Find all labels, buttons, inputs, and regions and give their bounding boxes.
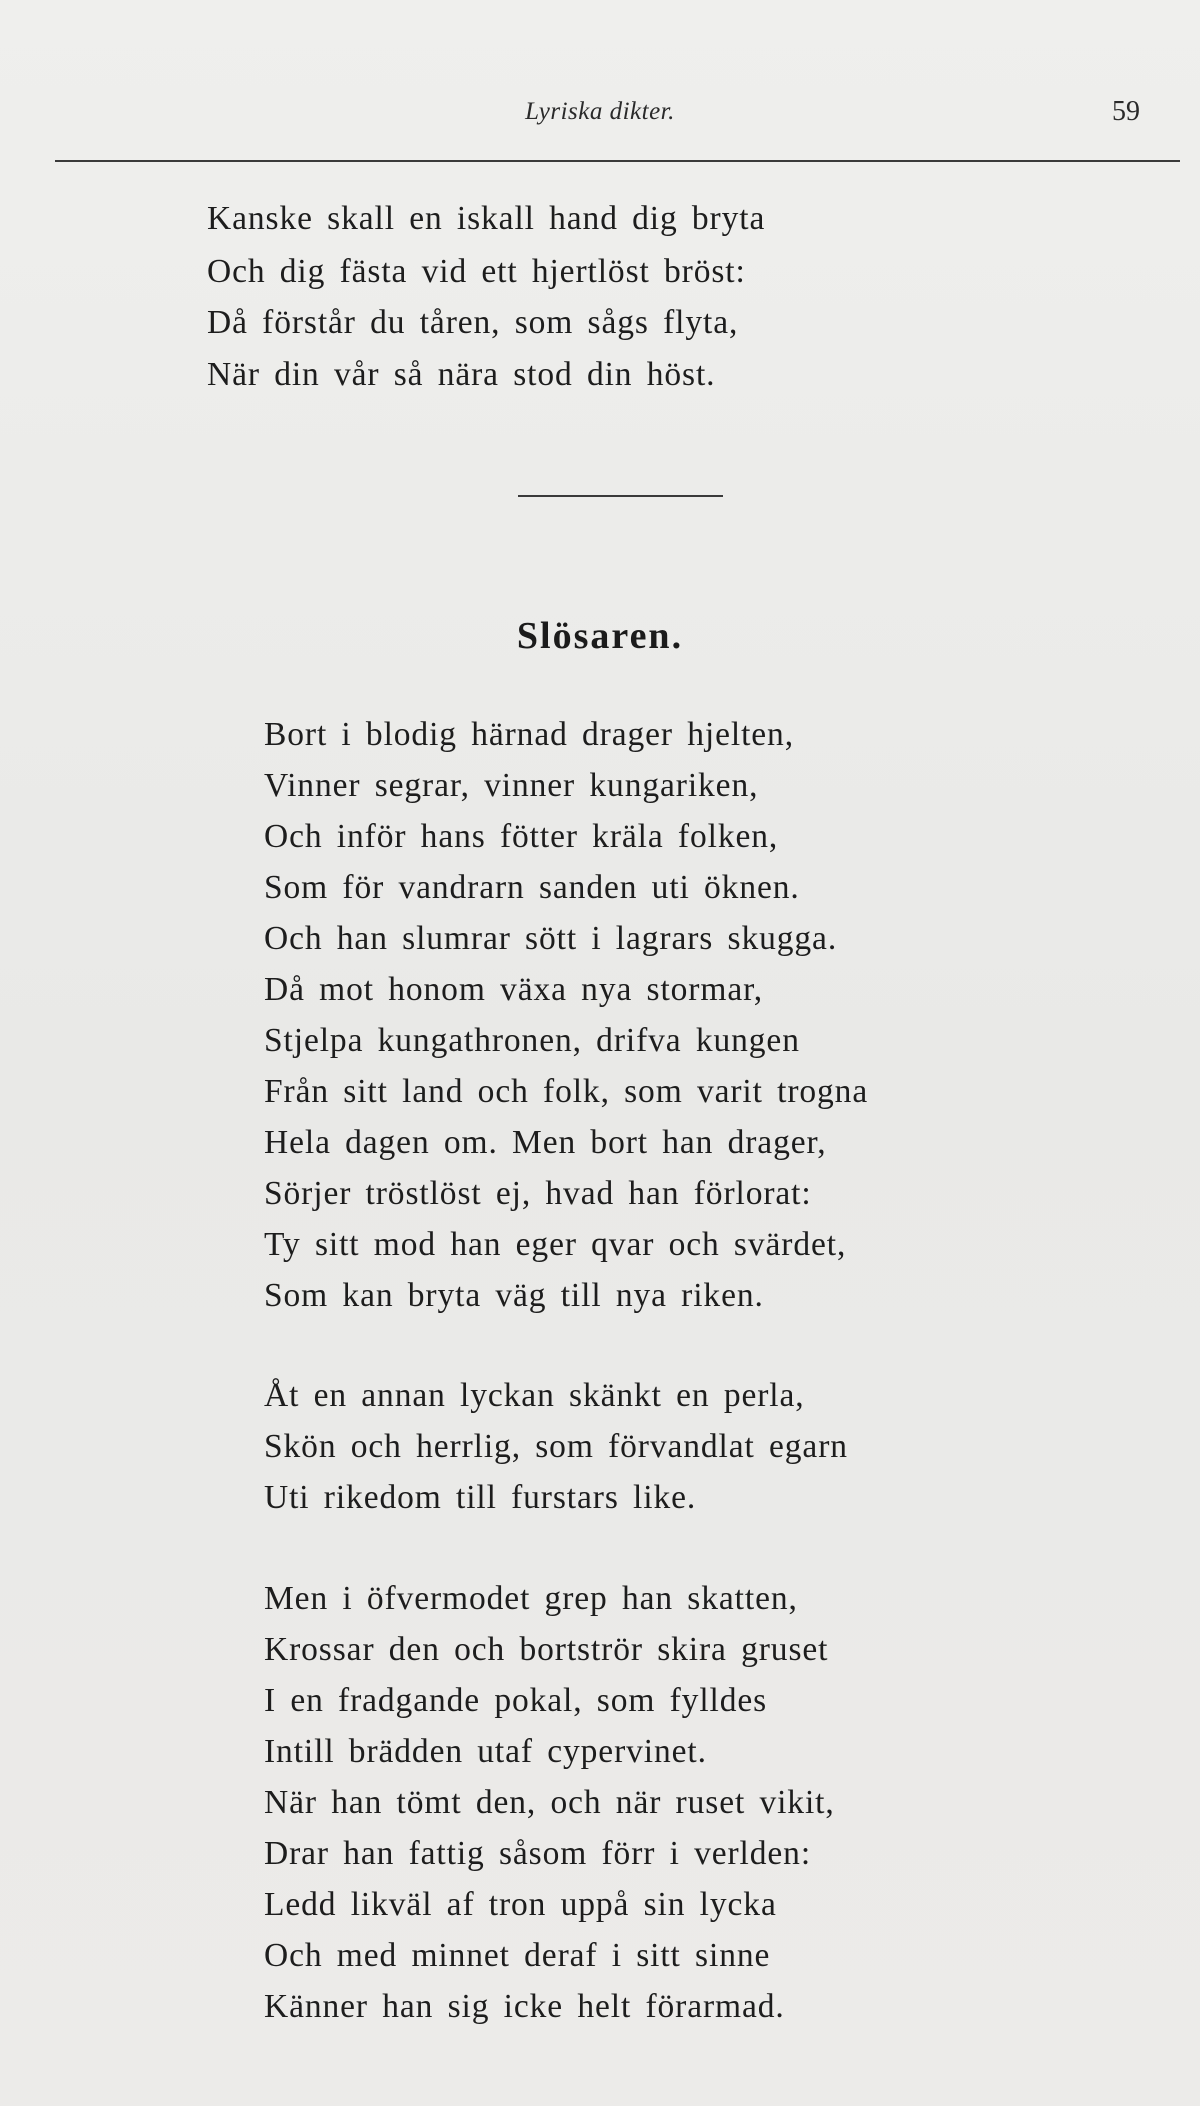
page-number: 59: [1112, 96, 1140, 127]
verse-line: Men i öfvermodet grep han skatten,: [264, 1580, 798, 1617]
verse-line: I en fradgande pokal, som fylldes: [264, 1682, 768, 1719]
verse-line: Och med minnet deraf i sitt sinne: [264, 1937, 771, 1974]
verse-line: Känner han sig icke helt förarmad.: [264, 1988, 785, 2025]
verse-line: Intill brädden utaf cypervinet.: [264, 1733, 707, 1770]
verse-line: Kanske skall en iskall hand dig bryta: [207, 200, 766, 237]
verse-line: När han tömt den, och när ruset vikit,: [264, 1784, 835, 1821]
verse-line: Och inför hans fötter kräla folken,: [264, 818, 779, 855]
verse-line: Som kan bryta väg till nya riken.: [264, 1277, 764, 1314]
verse-line: Ledd likväl af tron uppå sin lycka: [264, 1886, 777, 1923]
verse-line: Vinner segrar, vinner kungariken,: [264, 767, 759, 804]
header-rule: [55, 160, 1180, 162]
verse-line: Från sitt land och folk, som varit trogna: [264, 1073, 869, 1110]
verse-line: Då mot honom växa nya stormar,: [264, 971, 764, 1008]
verse-line: Krossar den och bortströr skira gruset: [264, 1631, 829, 1668]
verse-line: Uti rikedom till furstars like.: [264, 1479, 697, 1516]
verse-line: Åt en annan lyckan skänkt en perla,: [264, 1377, 805, 1414]
verse-line: Bort i blodig härnad drager hjelten,: [264, 716, 794, 753]
verse-line: Stjelpa kungathronen, drifva kungen: [264, 1022, 800, 1059]
poem-title: Slösaren.: [516, 615, 684, 657]
verse-line: Drar han fattig såsom förr i verlden:: [264, 1835, 812, 1872]
verse-line: När din vår så nära stod din höst.: [207, 356, 716, 393]
verse-line: Skön och herrlig, som förvandlat egarn: [264, 1428, 848, 1465]
verse-line: Ty sitt mod han eger qvar och svärdet,: [264, 1226, 847, 1263]
verse-line: Och dig fästa vid ett hjertlöst bröst:: [207, 253, 746, 290]
section-divider: [518, 495, 723, 497]
verse-line: Sörjer tröstlöst ej, hvad han förlorat:: [264, 1175, 812, 1212]
verse-line: Då förstår du tåren, som sågs flyta,: [207, 304, 739, 341]
verse-line: Som för vandrarn sanden uti öknen.: [264, 869, 800, 906]
verse-line: Och han slumrar sött i lagrars skugga.: [264, 920, 838, 957]
running-title: Lyriska dikter.: [525, 98, 675, 125]
verse-line: Hela dagen om. Men bort han drager,: [264, 1124, 827, 1161]
